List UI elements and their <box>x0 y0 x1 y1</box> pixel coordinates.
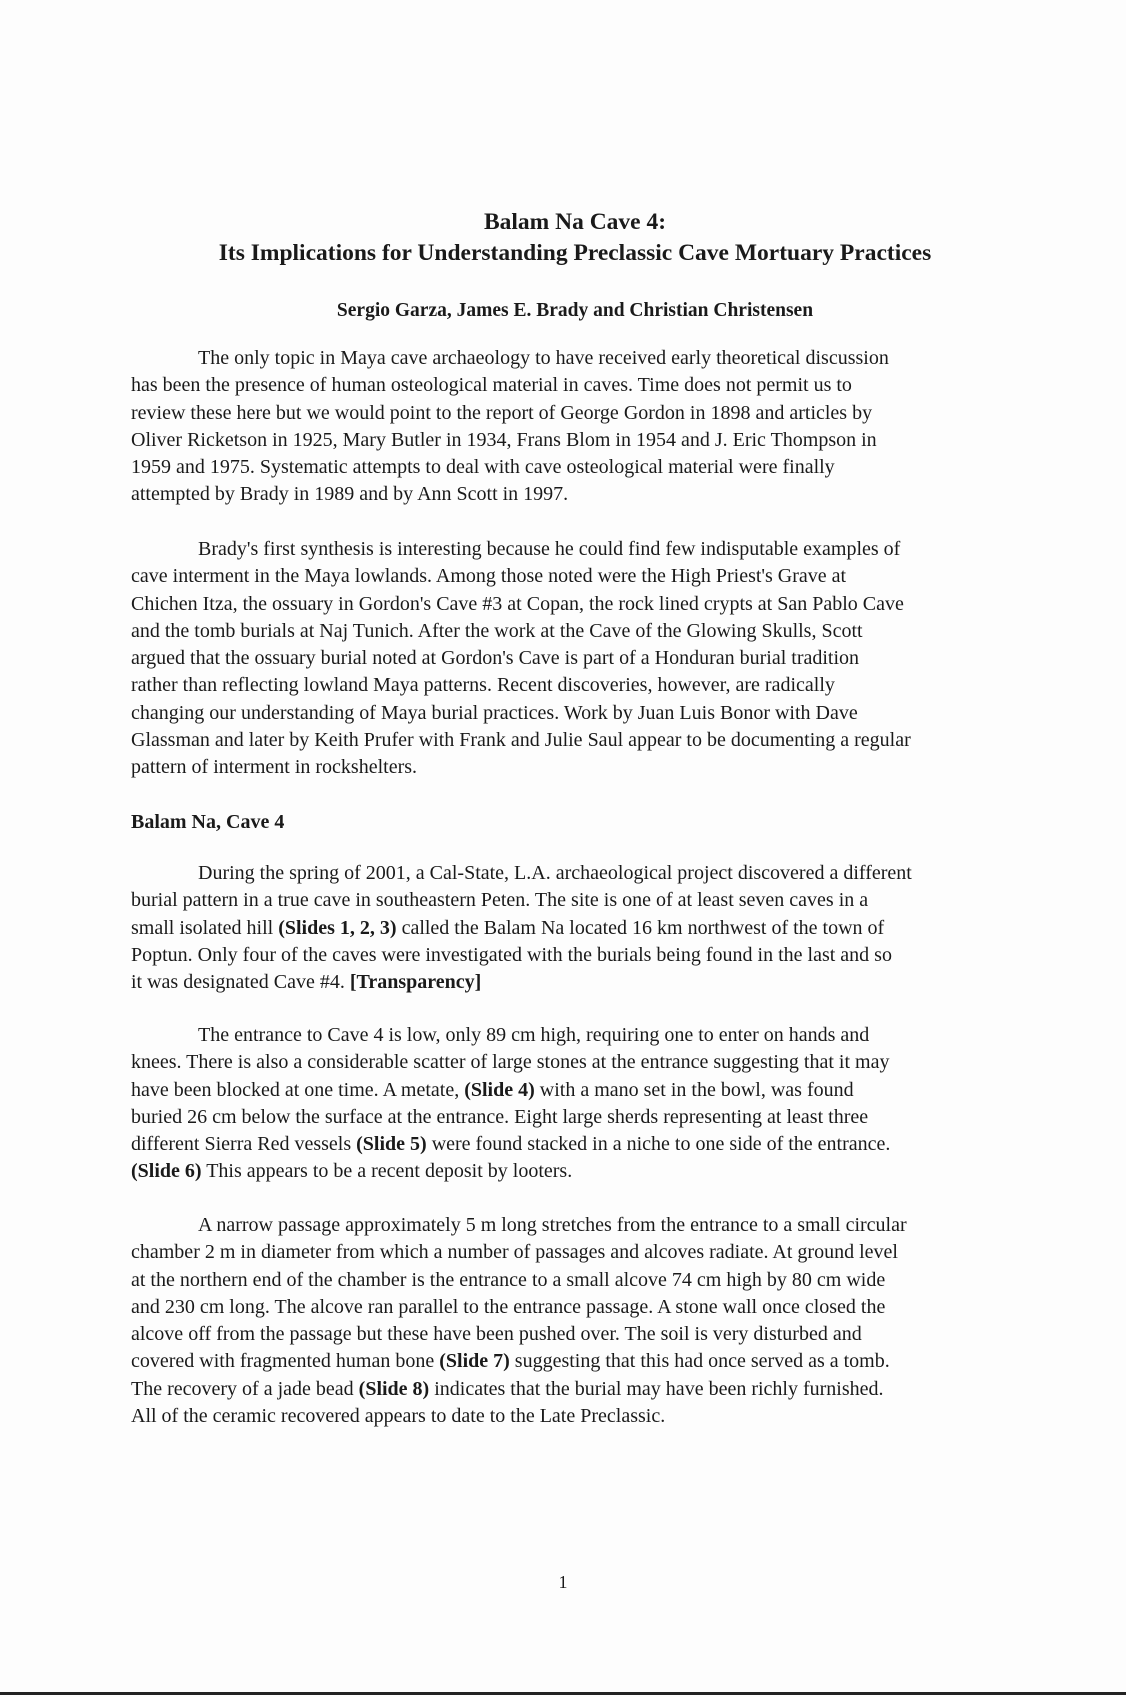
paragraph-line: at the northern end of the chamber is the entrance to a small alcove 74 cm high by 80 cm wide <box>131 1268 886 1291</box>
paragraph-line: pattern of interment in rockshelters. <box>131 756 418 779</box>
paragraph-line: The only topic in Maya cave archaeology to have received early theoretical discussion <box>198 347 889 369</box>
paragraph-line: rather than reflecting lowland Maya patterns. Recent discoveries, however, are radically <box>131 674 835 697</box>
paragraph-line: All of the ceramic recovered appears to date to the Late Preclassic. <box>131 1405 666 1428</box>
section-heading: Balam Na, Cave 4 <box>131 811 285 833</box>
text-run: indicates that the burial may have been richly furnished. <box>429 1377 884 1400</box>
text-run: with a mano set in the bowl, was found <box>534 1078 854 1101</box>
paragraph-line: Brady's first synthesis is interesting because he could find few indisputable examples of <box>198 538 901 560</box>
text-run: The recovery of a jade bead <box>131 1377 359 1400</box>
paragraph-line: burial pattern in a true cave in southeastern Peten. The site is one of at least seven caves in a <box>131 889 869 912</box>
paragraph-line: Poptun. Only four of the caves were investigated with the burials being found in the last and so <box>131 943 892 966</box>
text-run: called the Balam Na located 16 km northwest of the town of <box>396 916 885 939</box>
paragraph-line: attempted by Brady in 1989 and by Ann Scott in 1997. <box>131 483 569 506</box>
slide-reference: (Slide 7) <box>439 1350 510 1373</box>
paragraph-line: Chichen Itza, the ossuary in Gordon's Cave #3 at Copan, the rock lined crypts at San Pablo Cave <box>131 592 904 615</box>
scan-edge-rule <box>0 1692 1126 1695</box>
title-line-1: Balam Na Cave 4: <box>483 209 667 235</box>
paragraph-line: buried 26 cm below the surface at the entrance. Eight large sherds representing at least three <box>131 1105 869 1128</box>
paragraph-line: Oliver Ricketson in 1925, Mary Butler in 1934, Frans Blom in 1954 and J. Eric Thompson in <box>131 428 877 451</box>
paragraph-line: During the spring of 2001, a Cal-State, L.A. archaeological project discovered a different <box>198 862 912 884</box>
paragraph-line <box>131 1131 1019 1158</box>
paragraph-line: knees. There is also a considerable scatter of large stones at the entrance suggesting that it may <box>131 1051 890 1074</box>
paragraph-line <box>131 1376 1019 1403</box>
paper-title <box>131 207 1019 269</box>
text-run: covered with fragmented human bone <box>131 1350 440 1373</box>
paragraph-2 <box>131 536 1019 782</box>
paragraph-line: A narrow passage approximately 5 m long stretches from the entrance to a small circular <box>198 1214 907 1236</box>
text-run: have been blocked at one time. A metate, <box>131 1078 465 1101</box>
slide-reference: (Slide 6) <box>131 1160 202 1183</box>
paragraph-line: changing our understanding of Maya burial practices. Work by Juan Luis Bonor with Dave <box>131 701 858 724</box>
paragraph-line: chamber 2 m in diameter from which a number of passages and alcoves radiate. At ground level <box>131 1241 898 1264</box>
text-run: This appears to be a recent deposit by looters. <box>201 1160 573 1183</box>
paragraph-line <box>131 915 1019 942</box>
slide-reference: (Slide 4) <box>464 1078 535 1101</box>
slide-reference: (Slide 8) <box>358 1377 430 1400</box>
paragraph-line: has been the presence of human osteological material in caves. Time does not permit us to <box>131 374 852 397</box>
text-run: small isolated hill <box>131 916 279 939</box>
slide-reference: (Slides 1, 2, 3) <box>278 916 397 939</box>
slide-reference: (Slide 5) <box>356 1133 427 1156</box>
paragraph-line <box>131 1077 1019 1104</box>
author-list: Sergio Garza, James E. Brady and Christian Christensen <box>336 300 814 321</box>
paragraph-1 <box>131 345 1019 509</box>
paragraph-line: cave interment in the Maya lowlands. Among those noted were the High Priest's Grave at <box>131 565 847 588</box>
paragraph-line: review these here but we would point to the report of George Gordon in 1898 and articles by <box>131 401 873 424</box>
text-run: were found stacked in a niche to one side of the entrance. <box>426 1133 891 1156</box>
paragraph-line: Glassman and later by Keith Prufer with Frank and Julie Saul appear to be documenting a regular <box>131 729 911 752</box>
paragraph-line <box>131 969 1019 996</box>
paragraph-4 <box>131 1022 1019 1186</box>
title-line-2: Its Implications for Understanding Preclassic Cave Mortuary Practices <box>218 240 932 266</box>
text-run: suggesting that this had once served as a tomb. <box>509 1350 890 1373</box>
paragraph-line <box>131 1158 1019 1185</box>
paragraph-line: and the tomb burials at Naj Tunich. After the work at the Cave of the Glowing Skulls, Scott <box>131 619 863 642</box>
text-run: it was designated Cave #4. <box>131 971 350 994</box>
text-run: different Sierra Red vessels <box>131 1133 357 1156</box>
page-number: 1 <box>558 1572 568 1592</box>
paragraph-line: 1959 and 1975. Systematic attempts to deal with cave osteological material were finally <box>131 456 835 479</box>
paragraph-line: argued that the ossuary burial noted at Gordon's Cave is part of a Honduran burial tradition <box>131 647 860 670</box>
paragraph-5 <box>131 1212 1019 1430</box>
paragraph-line <box>131 1348 1019 1375</box>
transparency-reference: [Transparency] <box>349 971 482 994</box>
paragraph-3 <box>131 860 1019 996</box>
paragraph-line: alcove off from the passage but these have been pushed over. The soil is very disturbed and <box>131 1323 862 1346</box>
paragraph-line: and 230 cm long. The alcove ran parallel to the entrance passage. A stone wall once closed the <box>131 1295 886 1318</box>
paragraph-line: The entrance to Cave 4 is low, only 89 cm high, requiring one to enter on hands and <box>198 1024 870 1046</box>
